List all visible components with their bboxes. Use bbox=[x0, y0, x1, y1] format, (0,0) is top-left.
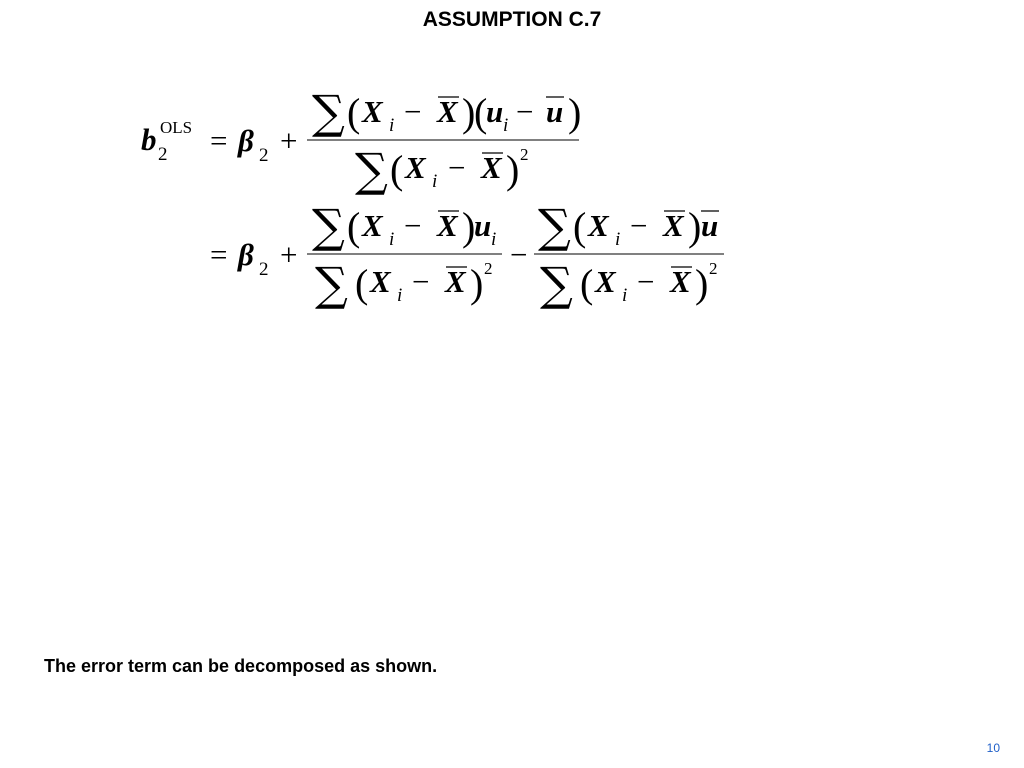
minus-num-2b: − bbox=[630, 208, 648, 243]
x-num-1a: X bbox=[362, 94, 383, 129]
sigma-num-1: ∑ bbox=[312, 85, 345, 139]
squared-den-2a: 2 bbox=[484, 259, 493, 278]
x-num-2b: X bbox=[588, 208, 609, 243]
lhs-superscript: OLS bbox=[160, 118, 193, 137]
i-den-2a: i bbox=[397, 285, 403, 306]
equation bbox=[0, 0, 1024, 340]
plus-sign-2: + bbox=[280, 237, 298, 272]
xbar-x-num-1a: X bbox=[437, 94, 458, 129]
xbar-x-den-2a: X bbox=[445, 264, 466, 299]
minus-num-2a: − bbox=[404, 208, 422, 243]
x-den-1: X bbox=[405, 150, 426, 185]
squared-den-1: 2 bbox=[520, 145, 529, 164]
minus-between-fractions: − bbox=[510, 237, 528, 272]
x-den-2a: X bbox=[370, 264, 391, 299]
sigma-num-2b: ∑ bbox=[538, 199, 571, 253]
rparen-num-2b: ) bbox=[688, 204, 702, 249]
plus-sign-1: + bbox=[280, 123, 298, 158]
rparen-num-1a: ) bbox=[462, 90, 476, 135]
squared-den-2b: 2 bbox=[709, 259, 718, 278]
rparen-den-1: ) bbox=[506, 147, 520, 192]
lparen-den-2a: ( bbox=[355, 261, 369, 306]
lparen-num-2b: ( bbox=[573, 204, 587, 249]
rparen-num-2a: ) bbox=[462, 204, 476, 249]
beta-subscript-1: 2 bbox=[259, 145, 269, 166]
page-number: 10 bbox=[986, 741, 1000, 755]
lhs-subscript: 2 bbox=[158, 144, 168, 165]
lparen-den-1: ( bbox=[390, 147, 404, 192]
i-num-1a: i bbox=[389, 115, 395, 136]
i-num-2b: i bbox=[615, 229, 621, 250]
minus-den-1: − bbox=[448, 150, 466, 185]
caption-text: The error term can be decomposed as shown. bbox=[44, 656, 438, 676]
lparen-num-1b: ( bbox=[474, 90, 488, 135]
xbar-x-num-2a: X bbox=[437, 208, 458, 243]
slide-title: ASSUMPTION C.7 bbox=[422, 8, 602, 31]
i-den-2b: i bbox=[622, 285, 628, 306]
lparen-num-1a: ( bbox=[347, 90, 361, 135]
lhs-b: b bbox=[141, 122, 157, 157]
ubar-u-num-2b: u bbox=[701, 208, 719, 243]
i-num-2a-u: i bbox=[491, 229, 497, 250]
rparen-den-2a: ) bbox=[470, 261, 484, 306]
i-den-1: i bbox=[432, 171, 438, 192]
u-num-2a: u bbox=[474, 208, 492, 243]
i-num-1b: i bbox=[503, 115, 509, 136]
sigma-den-2a: ∑ bbox=[315, 257, 348, 311]
beta-subscript-2: 2 bbox=[259, 259, 269, 280]
sigma-den-2b: ∑ bbox=[540, 257, 573, 311]
minus-num-1a: − bbox=[404, 94, 422, 129]
equals-sign-2: = bbox=[210, 237, 228, 272]
sigma-num-2a: ∑ bbox=[312, 199, 345, 253]
minus-num-1b: − bbox=[516, 94, 534, 129]
ubar-u-num-1: u bbox=[546, 94, 564, 129]
u-num-1: u bbox=[486, 94, 504, 129]
i-num-2a: i bbox=[389, 229, 395, 250]
minus-den-2b: − bbox=[637, 264, 655, 299]
rparen-den-2b: ) bbox=[695, 261, 709, 306]
x-num-2a: X bbox=[362, 208, 383, 243]
xbar-x-num-2b: X bbox=[663, 208, 684, 243]
minus-den-2a: − bbox=[412, 264, 430, 299]
xbar-x-den-2b: X bbox=[670, 264, 691, 299]
xbar-x-den-1: X bbox=[481, 150, 502, 185]
lparen-den-2b: ( bbox=[580, 261, 594, 306]
equals-sign-1: = bbox=[210, 123, 228, 158]
sigma-den-1: ∑ bbox=[355, 143, 388, 197]
beta-2: β bbox=[238, 237, 254, 272]
rparen-num-1b: ) bbox=[568, 90, 582, 135]
lparen-num-2a: ( bbox=[347, 204, 361, 249]
x-den-2b: X bbox=[595, 264, 616, 299]
beta-1: β bbox=[238, 123, 254, 158]
